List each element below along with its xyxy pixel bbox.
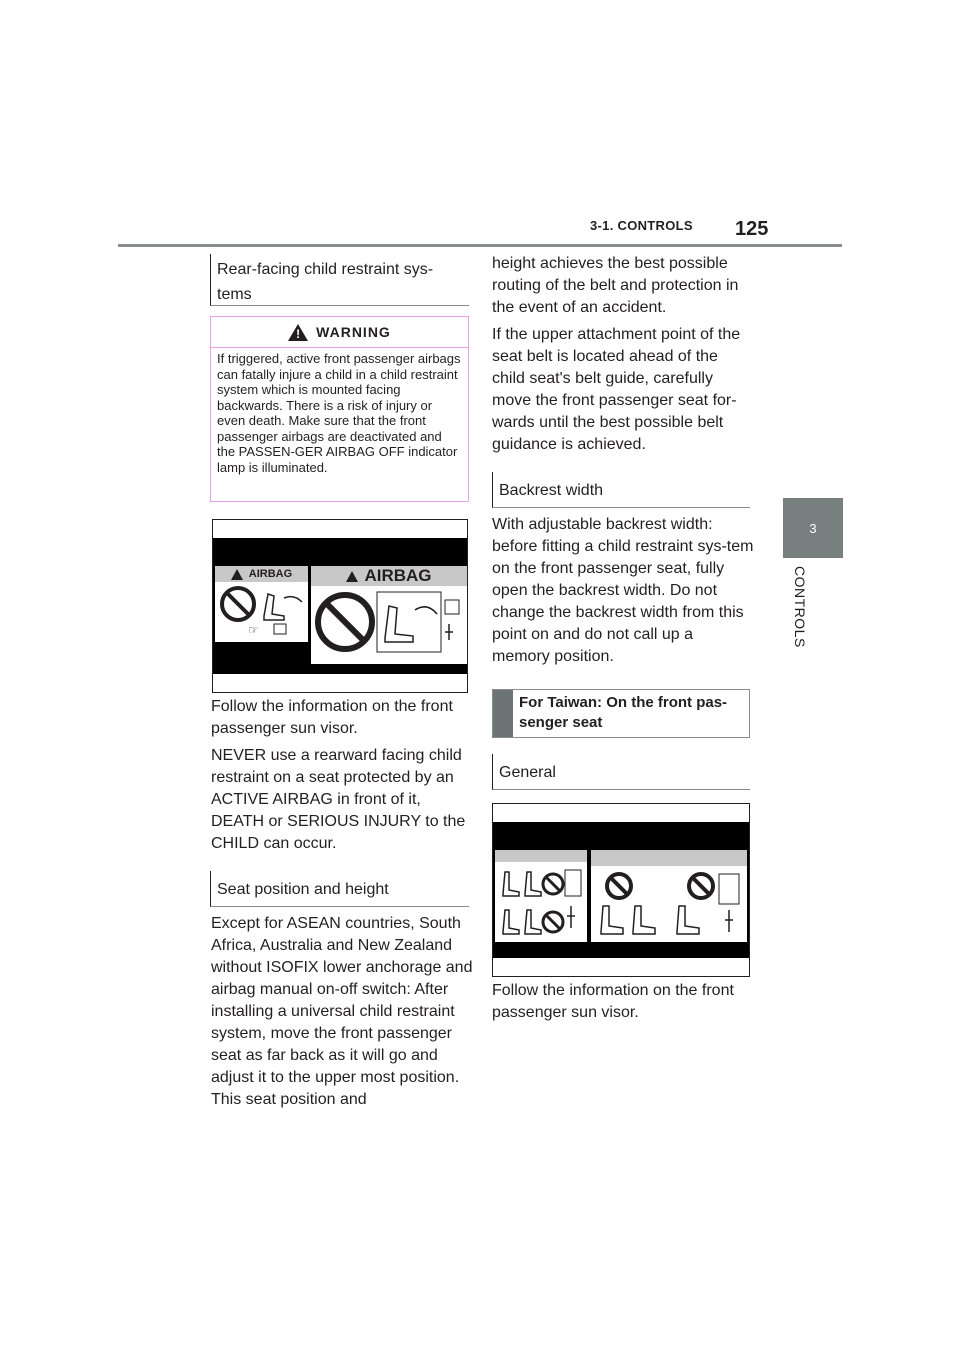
large-airbag-label: AIRBAG [311,566,467,664]
section-title: 3-1. CONTROLS [590,218,693,233]
para-visor: Follow the information on the front passenger sun visor. [211,698,453,737]
warning-header [211,317,468,348]
taiwan-banner-text: For Taiwan: On the front pas- senger seat [519,694,728,731]
left-body-1 [211,696,473,860]
taiwan-large-label [591,850,747,942]
prohibited-rear-seat-icon [218,586,306,638]
subhead-rear-facing: Rear-facing child restraint sys- tems [210,254,469,306]
warning-box [210,316,469,502]
taiwan-label-figure [492,803,750,977]
taiwan-banner [492,689,750,738]
left-body-2 [211,913,473,1116]
taiwan-small-label [495,850,587,942]
airbag-label-figure [212,519,468,693]
svg-text:☞: ☞ [248,623,259,637]
warning-triangle-icon [288,324,308,341]
right-body-1 [492,253,754,461]
prohibited-seats-icon [497,866,585,940]
chapter-tab [783,498,843,558]
right-body-3 [492,980,754,1029]
subhead-seat-position: Seat position and height [210,871,469,907]
right-body-2 [492,514,754,673]
warning-title: WARNING [316,324,391,340]
para-backrest: With adjustable backrest width: before fitting a child restraint sys-tem on the front passenger seat, fully open the backrest width. Do not change the backrest width from this point on and do not call up a memory position. [492,516,754,665]
chapter-number: 3 [809,520,817,536]
subhead-backrest: Backrest width [492,472,750,508]
para-never: NEVER use a rearward facing child restraint on a seat protected by an ACTIVE AIRBAG in front of it, DEATH or SERIOUS INJURY to the CHILD can occur. [211,747,466,852]
warning-triangle-icon [346,571,358,582]
prohibited-child-seats-icon [593,870,745,940]
para-height: height achieves the best possible routing of the belt and protection in the event of an accident. [492,255,739,316]
header-rule [118,244,842,247]
warning-triangle-icon [231,569,243,580]
subhead-general: General [492,754,750,790]
page-number: 125 [735,218,769,240]
chapter-label: CONTROLS [792,566,808,648]
para-visor-2: Follow the information on the front passenger sun visor. [492,982,734,1021]
prohibited-airbag-icon [313,590,465,660]
small-airbag-label: AIRBAG ☞ [215,566,308,642]
para-upper: If the upper attachment point of the seat belt is located ahead of the child seat's belt guide, carefully move the front passenger seat for-wards until the best possible belt guidance is achieved. [492,326,741,453]
para-except: Except for ASEAN countries, South Africa, Australia and New Zealand without ISOFIX lower anchorage and airbag manual on-off switch: After installing a universal child restraint system, move the front passenger seat as far back as it will go and adjust it to the upper most position. This seat position and [211,915,473,1108]
warning-text: If triggered, active front passenger airbags can fatally injure a child in a child restraint system which is mounted facing backwards. There is a risk of injury or even death. Make sure that the front passenger airbags are deactivated and the PASSEN-GER AIRBAG OFF indicator lamp is illuminated. [217,351,461,475]
